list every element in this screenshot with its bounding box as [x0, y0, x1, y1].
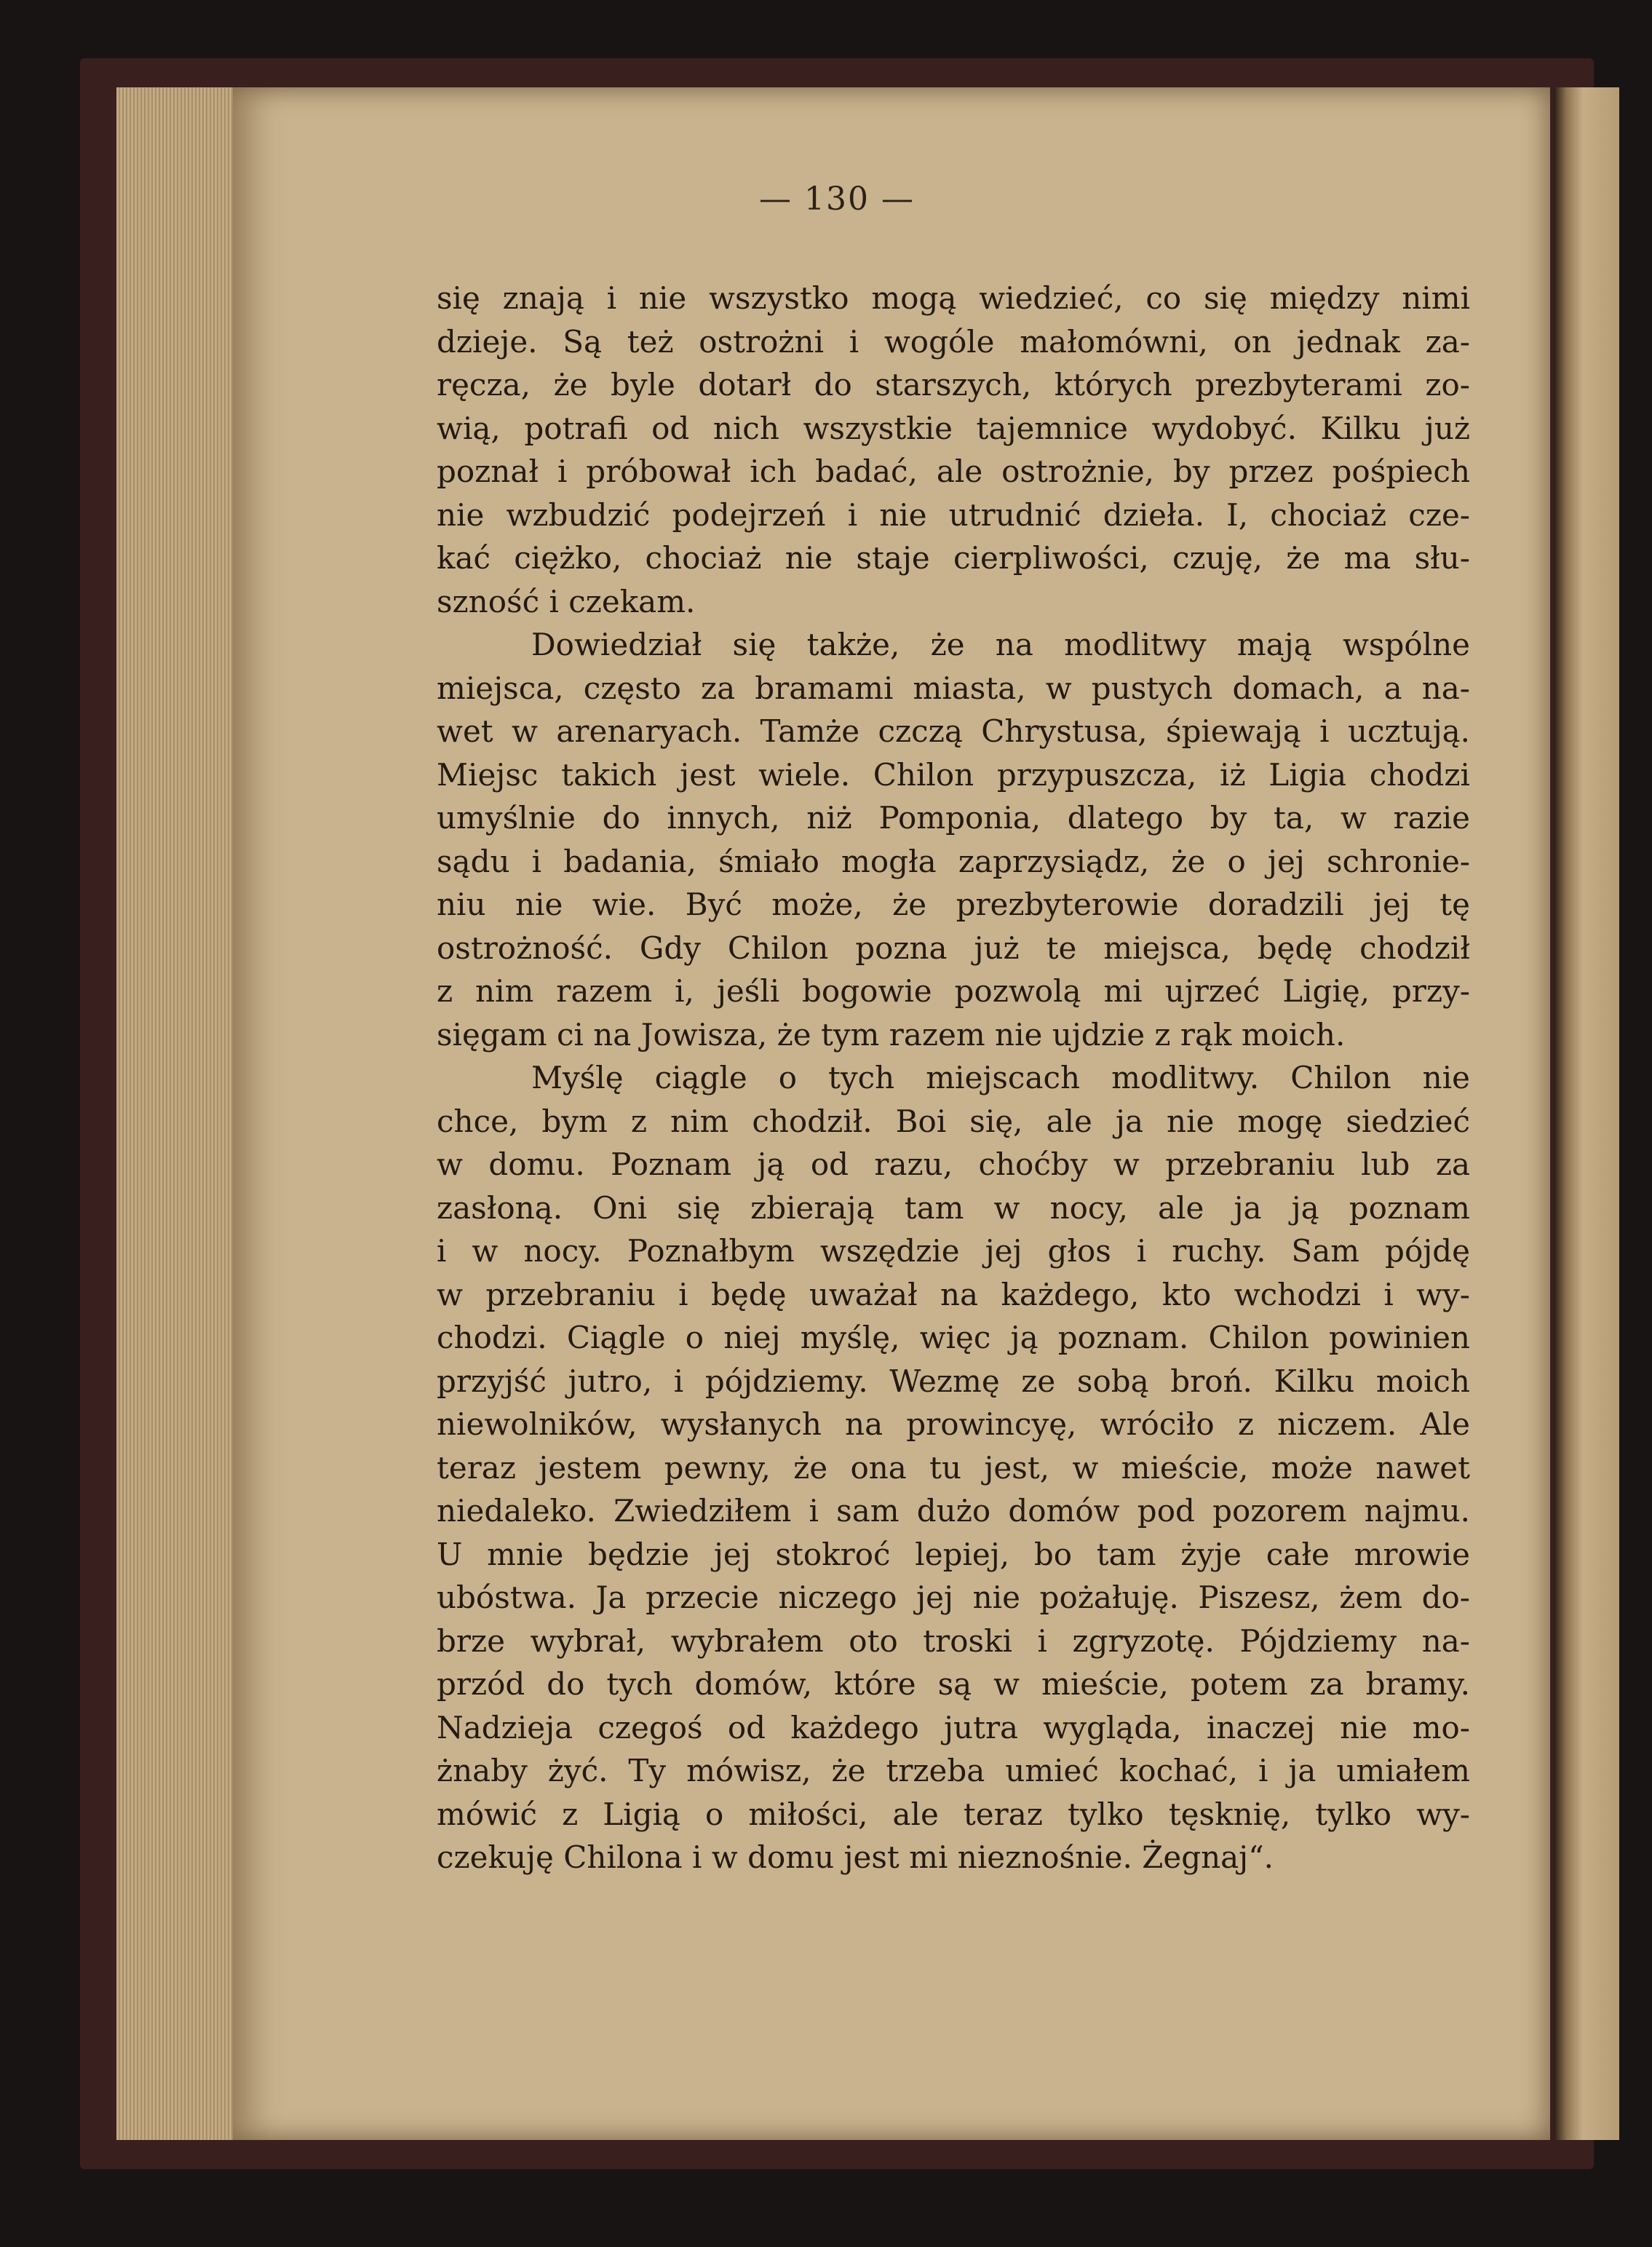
- text-line: brze wybrał, wybrałem oto troski i zgryzotę. Pójdziemy na-: [437, 1622, 1470, 1659]
- book-page: [233, 87, 1550, 2140]
- text-line: zasłoną. Oni się zbierają tam w nocy, ale ja ją poznam: [437, 1189, 1470, 1226]
- text-line: przód do tych domów, które są w mieście, potem za bramy.: [437, 1666, 1470, 1702]
- text-line: chodzi. Ciągle o niej myślę, więc ją poznam. Chilon powinien: [437, 1320, 1470, 1355]
- page-number: — 130 —: [759, 181, 915, 218]
- text-line: poznał i próbował ich badać, ale ostrożnie, by przez pośpiech: [437, 453, 1470, 489]
- text-line: kać ciężko, chociaż nie staje cierpliwości, czuję, że ma słu-: [437, 540, 1470, 576]
- text-line: U mnie będzie jej stokroć lepiej, bo tam żyje całe mrowie: [437, 1536, 1470, 1572]
- text-line: sięgam ci na Jowisza, że tym razem nie ujdzie z rąk moich.: [437, 1016, 1346, 1053]
- text-line: Dowiedział się także, że na modlitwy mają wspólne: [531, 627, 1470, 662]
- page-body-text: [437, 277, 1470, 1879]
- text-line: niewolników, wysłanych na prowincyę, wróciło z niczem. Ale: [437, 1406, 1470, 1442]
- text-line: czekuję Chilona i w domu jest mi nieznośnie. Żegnaj“.: [437, 1839, 1274, 1875]
- text-line: ubóstwa. Ja przecie niczego jej nie pożałuję. Piszesz, żem do-: [437, 1580, 1470, 1615]
- text-line: ręcza, że byle dotarł do starszych, których prezbyterami zo-: [437, 367, 1470, 403]
- text-line: wią, potrafi od nich wszystkie tajemnice wydobyć. Kilku już: [437, 410, 1470, 446]
- text-line: umyślnie do innych, niż Pomponia, dlatego by ta, w razie: [437, 800, 1470, 836]
- text-line: przyjść jutro, i pójdziemy. Wezmę ze sobą broń. Kilku moich: [437, 1363, 1470, 1399]
- text-line: niu nie wie. Być może, że prezbyterowie doradzili jej tę: [437, 887, 1470, 922]
- text-line: niedaleko. Zwiedziłem i sam dużo domów pod pozorem najmu.: [437, 1493, 1470, 1529]
- text-line: z nim razem i, jeśli bogowie pozwolą mi ujrzeć Ligię, przy-: [437, 973, 1470, 1009]
- text-line: wet w arenaryach. Tamże czczą Chrystusa, śpiewają i ucztują.: [437, 713, 1470, 749]
- text-line: w przebraniu i będę uważał na każdego, kto wchodzi i wy-: [437, 1276, 1470, 1312]
- text-line: szność i czekam.: [437, 583, 696, 619]
- text-line: ostrożność. Gdy Chilon pozna już te miejsca, będę chodził: [437, 930, 1470, 966]
- text-line: sądu i badania, śmiało mogła zaprzysiądz, że o jej schronie-: [437, 843, 1470, 879]
- text-line: chce, bym z nim chodził. Boi się, ale ja nie mogę siedzieć: [437, 1103, 1470, 1139]
- text-line: dzieje. Są też ostrożni i wogóle małomówni, on jednak za-: [437, 323, 1470, 360]
- right-page-edge: [1554, 87, 1619, 2140]
- text-line: Miejsc takich jest wiele. Chilon przypuszcza, iż Ligia chodzi: [437, 756, 1470, 793]
- text-line: Myślę ciągle o tych miejscach modlitwy. Chilon nie: [531, 1060, 1470, 1095]
- text-line: nie wzbudzić podejrzeń i nie utrudnić dzieła. I, chociaż cze-: [437, 496, 1470, 533]
- text-line: mówić z Ligią o miłości, ale teraz tylko tęsknię, tylko wy-: [437, 1796, 1470, 1832]
- text-line: żnaby żyć. Ty mówisz, że trzeba umieć kochać, i ja umiałem: [437, 1753, 1470, 1788]
- text-line: Nadzieja czegoś od każdego jutra wygląda, inaczej nie mo-: [437, 1709, 1470, 1745]
- text-line: w domu. Poznam ją od razu, choćby w przebraniu lub za: [437, 1146, 1470, 1182]
- text-line: się znają i nie wszystko mogą wiedzieć, co się między nimi: [437, 280, 1470, 316]
- text-line: i w nocy. Poznałbym wszędzie jej głos i ruchy. Sam pójdę: [437, 1233, 1470, 1269]
- text-line: teraz jestem pewny, że ona tu jest, w mieście, może nawet: [437, 1449, 1470, 1486]
- text-line: miejsca, często za bramami miasta, w pustych domach, a na-: [437, 670, 1470, 706]
